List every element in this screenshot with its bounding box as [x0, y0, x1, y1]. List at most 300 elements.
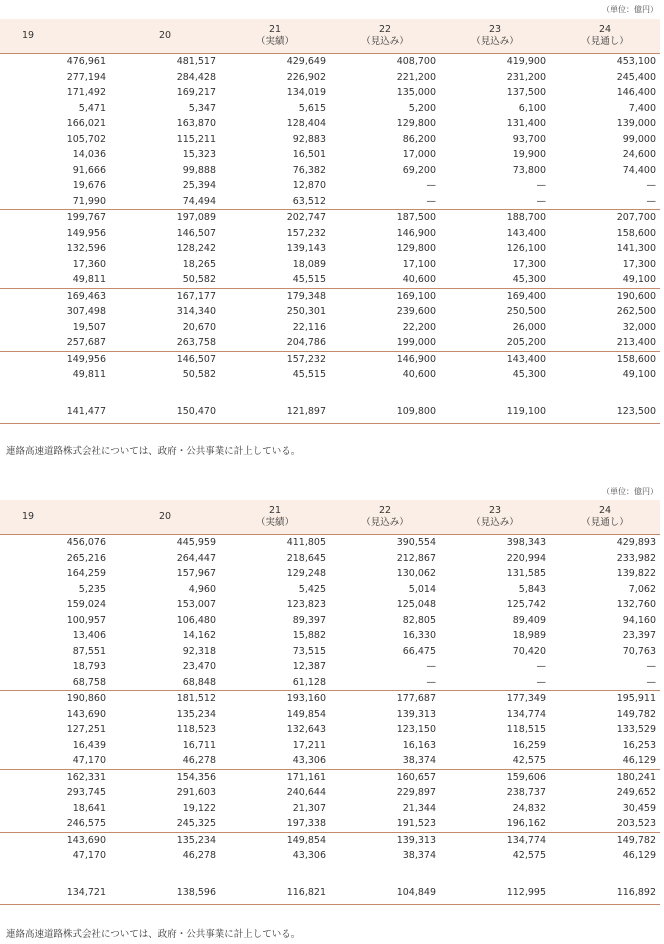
table-cell: 17,211 [292, 739, 326, 751]
table-cell: 18,641 [72, 802, 106, 814]
table-cell: 66,475 [402, 645, 436, 657]
table-row [0, 132, 660, 148]
table-cell: 160,657 [330, 769, 440, 785]
table-cell: — [426, 661, 436, 672]
table-cell: 149,854 [220, 832, 330, 848]
table-cell: 158,600 [616, 227, 656, 239]
table-cell: 179,348 [220, 288, 330, 304]
table-cell: 134,721 [0, 882, 110, 905]
table-cell: 167,177 [110, 288, 220, 304]
table-cell: 40,600 [402, 369, 436, 380]
table-cell: 226,902 [286, 71, 326, 83]
table-cell: 5,615 [298, 102, 326, 114]
column-year: 22 [378, 505, 392, 516]
table-row [0, 163, 660, 179]
table-cell: 40,600 [402, 274, 436, 285]
table-cell: — [536, 180, 546, 191]
table-cell: 17,300 [622, 258, 656, 270]
table-cell: 42,575 [512, 755, 546, 766]
column-year: 21 [268, 24, 282, 35]
column-subtitle: （見込み） [471, 517, 519, 528]
table-row [0, 101, 660, 117]
table-cell: 203,523 [616, 818, 656, 829]
table-cell: 18,089 [292, 258, 326, 270]
table-cell: 277,194 [66, 71, 106, 83]
table-row [0, 832, 660, 848]
table-row [0, 597, 660, 613]
table-cell [550, 864, 660, 882]
table-cell: 262,500 [616, 306, 656, 317]
table-cell: 293,745 [66, 787, 106, 798]
footnote: 連絡高速道路株式会社については、政府・公共事業に計上している。 [6, 446, 301, 457]
table-cell: 112,995 [440, 882, 550, 905]
table-row [0, 628, 660, 644]
table-cell: — [426, 676, 436, 688]
table-cell: 231,200 [506, 71, 546, 83]
table-cell: 69,200 [402, 164, 436, 176]
table-cell [330, 864, 440, 882]
table-cell: 158,600 [550, 351, 660, 367]
table-cell: 169,463 [0, 288, 110, 304]
table-cell: 159,024 [66, 599, 106, 610]
table-cell: 139,000 [616, 118, 656, 129]
table-cell: 195,911 [550, 691, 660, 707]
table-cell: 76,382 [292, 164, 326, 176]
table-cell: 456,076 [66, 537, 106, 548]
table-cell: 180,241 [550, 769, 660, 785]
table-row [0, 320, 660, 336]
table-cell: 63,512 [292, 195, 326, 207]
table-cell: 213,400 [616, 337, 656, 348]
table-cell: 100,957 [66, 614, 106, 626]
table-cell: 157,967 [176, 568, 216, 579]
table-cell: 199,000 [396, 337, 436, 348]
table-cell: — [536, 661, 546, 672]
table-cell: 212,867 [396, 552, 436, 564]
table-cell: 12,387 [292, 661, 326, 672]
table-cell: 19,676 [72, 180, 106, 191]
table-cell: 141,300 [616, 243, 656, 254]
table-cell: 187,500 [330, 210, 440, 226]
table-cell: 197,089 [110, 210, 220, 226]
table-cell: 89,397 [292, 614, 326, 626]
table-row [0, 241, 660, 257]
table-cell: 191,523 [396, 818, 436, 829]
table-cell: 204,786 [286, 337, 326, 348]
column-subtitle: （実績） [255, 517, 294, 528]
table-cell: 68,758 [72, 676, 106, 688]
table-cell: 263,758 [176, 337, 216, 348]
table-cell: 50,582 [182, 369, 216, 380]
table-cell: 125,742 [506, 599, 546, 610]
table-cell: 218,645 [286, 552, 326, 564]
table-cell: 43,306 [292, 755, 326, 766]
table-cell: 135,234 [110, 832, 220, 848]
table-cell: 23,397 [622, 630, 656, 641]
table-cell: 47,170 [72, 850, 106, 861]
table-cell: 139,143 [286, 243, 326, 254]
table-cell: 25,394 [182, 180, 216, 191]
table-cell: 30,459 [622, 802, 656, 814]
table-cell: 125,048 [396, 599, 436, 610]
header-row [0, 500, 660, 535]
table-cell: 134,019 [286, 87, 326, 98]
table-cell: 20,670 [182, 321, 216, 333]
table-row [0, 85, 660, 101]
table-cell: 146,900 [330, 351, 440, 367]
table-cell: 93,700 [512, 133, 546, 145]
table-row [0, 257, 660, 273]
table-cell: 390,554 [396, 537, 436, 548]
table-cell: 13,406 [72, 630, 106, 641]
table-cell: 171,161 [220, 769, 330, 785]
table-row [0, 738, 660, 754]
table-cell: 6,100 [518, 102, 546, 114]
column-subtitle: （見込み） [361, 36, 409, 47]
table-row [0, 801, 660, 817]
table-row [0, 753, 660, 769]
table-row [0, 54, 660, 70]
table-cell: 14,162 [182, 630, 216, 641]
table-cell: 46,129 [622, 850, 656, 861]
table-cell: 7,062 [628, 583, 656, 595]
table-cell: 16,163 [402, 739, 436, 751]
table-cell: 128,404 [286, 118, 326, 129]
table-cell: 45,300 [512, 369, 546, 380]
table-cell: 229,897 [396, 787, 436, 798]
column-header [0, 19, 110, 54]
table-cell: 128,242 [176, 243, 216, 254]
column-header [330, 500, 440, 535]
table-cell: 157,232 [220, 351, 330, 367]
table-row [0, 70, 660, 86]
table-cell: 134,774 [440, 832, 550, 848]
table-cell: 5,347 [188, 102, 216, 114]
table-cell [110, 383, 220, 401]
total-row [0, 882, 660, 905]
table-row [0, 178, 660, 194]
table-cell: 164,259 [66, 568, 106, 579]
table-cell: 157,232 [286, 227, 326, 239]
column-header [550, 19, 660, 54]
table-cell: 131,400 [506, 118, 546, 129]
table-cell: 5,471 [78, 102, 106, 114]
table-cell: 17,360 [72, 258, 106, 270]
table-cell: 429,893 [616, 537, 656, 548]
table-cell: 49,811 [72, 369, 106, 380]
table-row [0, 707, 660, 723]
table-cell: 115,211 [176, 133, 216, 145]
column-subtitle: （見込み） [471, 36, 519, 47]
table-cell: 141,477 [0, 401, 110, 424]
table-cell: 134,774 [506, 708, 546, 720]
table-cell: 23,470 [182, 661, 216, 672]
data-table-2 [0, 500, 660, 905]
table-cell: 18,793 [72, 661, 106, 672]
table-cell: 453,100 [616, 56, 656, 67]
table-cell: 220,994 [506, 552, 546, 564]
table-cell: 19,122 [182, 802, 216, 814]
table-cell: 49,100 [622, 274, 656, 285]
table-cell: 47,170 [72, 755, 106, 766]
table-cell: 150,470 [110, 401, 220, 424]
table-cell: 149,782 [550, 832, 660, 848]
table-cell: 42,575 [512, 850, 546, 861]
table-cell: 74,400 [622, 164, 656, 176]
table-cell: 89,409 [512, 614, 546, 626]
table-cell: 171,492 [66, 87, 106, 98]
table-row [0, 304, 660, 320]
table-cell: 169,100 [330, 288, 440, 304]
table-cell: 264,447 [176, 552, 216, 564]
table-cell: 143,400 [440, 351, 550, 367]
table-cell [220, 864, 330, 882]
column-year: 19 [22, 30, 35, 41]
table-cell: 21,307 [292, 802, 326, 814]
table-cell: 49,100 [622, 369, 656, 380]
table-cell: 119,100 [440, 401, 550, 424]
table-cell: 149,956 [0, 351, 110, 367]
table-cell: — [646, 180, 656, 191]
table-cell: 22,200 [402, 321, 436, 333]
column-year: 21 [268, 505, 282, 516]
table-cell: 16,253 [622, 739, 656, 751]
table-cell: 74,494 [182, 195, 216, 207]
table-cell: 106,480 [176, 614, 216, 626]
column-header [220, 500, 330, 535]
table-cell: 143,400 [506, 227, 546, 239]
table-cell: 16,259 [512, 739, 546, 751]
table-row [0, 335, 660, 351]
table-cell: 138,596 [110, 882, 220, 905]
table-cell: 126,100 [506, 243, 546, 254]
table-cell: 131,585 [506, 568, 546, 579]
table-cell: 411,805 [286, 537, 326, 548]
table-row [0, 226, 660, 242]
table-cell: 45,515 [292, 369, 326, 380]
table-cell: 92,883 [292, 133, 326, 145]
table-row [0, 816, 660, 832]
table-cell: 16,439 [72, 739, 106, 751]
table-row [0, 551, 660, 567]
table-cell: 21,344 [402, 802, 436, 814]
table-cell: 45,515 [292, 274, 326, 285]
table-cell: 17,000 [402, 149, 436, 160]
table-cell: 221,200 [396, 71, 436, 83]
table-cell [110, 864, 220, 882]
table-cell: 19,900 [512, 149, 546, 160]
column-header [440, 500, 550, 535]
table-cell: 137,500 [506, 87, 546, 98]
table-cell: 5,843 [518, 583, 546, 595]
table-cell: 154,356 [110, 769, 220, 785]
table-cell: — [426, 180, 436, 191]
table-cell: 14,036 [72, 149, 106, 160]
table-cell: — [536, 676, 546, 688]
table-cell: 50,582 [182, 274, 216, 285]
table-cell: 87,551 [72, 645, 106, 657]
table-cell: 265,216 [66, 552, 106, 564]
table-cell: 123,823 [286, 599, 326, 610]
table-row [0, 613, 660, 629]
table-cell: 24,832 [512, 802, 546, 814]
table-cell: 162,331 [0, 769, 110, 785]
table-row [0, 194, 660, 210]
column-subtitle: （見込み） [361, 517, 409, 528]
table-row [0, 769, 660, 785]
table-cell: 250,301 [286, 306, 326, 317]
table-cell: 16,330 [402, 630, 436, 641]
table-cell: 46,129 [622, 755, 656, 766]
table-cell: 99,888 [182, 164, 216, 176]
table-cell: 38,374 [402, 755, 436, 766]
table-cell: 118,523 [176, 724, 216, 735]
column-year: 19 [22, 511, 35, 522]
table-cell: 92,318 [182, 645, 216, 657]
table-cell: — [426, 195, 436, 207]
table-cell: — [646, 676, 656, 688]
table-row [0, 644, 660, 660]
table-cell: 17,300 [512, 258, 546, 270]
table-cell: 149,782 [616, 708, 656, 720]
table-cell: 94,160 [622, 614, 656, 626]
table-cell: 15,323 [182, 149, 216, 160]
table-cell: 239,600 [396, 306, 436, 317]
table-row [0, 351, 660, 367]
table-row [0, 722, 660, 738]
table-cell: 143,690 [66, 708, 106, 720]
footnote: 連絡高速道路株式会社については、政府・公共事業に計上している。 [6, 929, 301, 940]
column-subtitle: （見通し） [581, 36, 629, 47]
table-cell: 5,200 [408, 102, 436, 114]
table-cell: 135,000 [396, 87, 436, 98]
table-cell: 146,900 [396, 227, 436, 239]
table-cell: 5,235 [78, 583, 106, 595]
table-cell: 86,200 [402, 133, 436, 145]
table-cell: — [646, 661, 656, 672]
table-row [0, 383, 660, 401]
table-cell: 190,860 [0, 691, 110, 707]
column-year: 20 [158, 511, 172, 522]
table-row [0, 785, 660, 801]
table-cell: 105,702 [66, 133, 106, 145]
table-row [0, 864, 660, 882]
table-cell: 196,162 [506, 818, 546, 829]
table-cell: 46,278 [182, 850, 216, 861]
table-cell: 116,821 [220, 882, 330, 905]
table-cell: 129,800 [396, 243, 436, 254]
table-cell: 314,340 [176, 306, 216, 317]
table-cell: 22,116 [292, 321, 326, 333]
table-row [0, 848, 660, 864]
table-row [0, 566, 660, 582]
table-cell: 18,989 [512, 630, 546, 641]
column-subtitle: （見通し） [581, 517, 629, 528]
table-cell: 129,248 [286, 568, 326, 579]
table-cell: 5,014 [408, 583, 436, 595]
column-year: 24 [598, 24, 612, 35]
table-row [0, 675, 660, 691]
table-cell: 99,000 [622, 133, 656, 145]
table-cell [0, 383, 110, 401]
table-cell: 190,600 [550, 288, 660, 304]
table-cell: 71,990 [72, 195, 106, 207]
column-header [110, 19, 220, 54]
table-cell [440, 864, 550, 882]
table-cell: 307,498 [66, 306, 106, 317]
table-cell [550, 383, 660, 401]
table-row [0, 210, 660, 226]
table-cell: 249,652 [616, 787, 656, 798]
column-header [440, 19, 550, 54]
table-row [0, 659, 660, 675]
table-cell: 291,603 [176, 787, 216, 798]
table-cell: 26,000 [512, 321, 546, 333]
table-cell: 199,767 [0, 210, 110, 226]
table-cell: 143,690 [0, 832, 110, 848]
table-cell: 159,606 [440, 769, 550, 785]
table-cell: 16,711 [182, 739, 216, 751]
table-cell: 205,200 [506, 337, 546, 348]
table-cell [330, 383, 440, 401]
table-cell: 146,400 [616, 87, 656, 98]
table-cell: 24,600 [622, 149, 656, 160]
table-cell: 445,959 [176, 537, 216, 548]
column-year: 23 [488, 505, 502, 516]
unit-label: （単位：億円） [602, 487, 658, 496]
data-table-1 [0, 19, 660, 424]
table-cell: 118,515 [506, 724, 546, 735]
table-row [0, 535, 660, 551]
table-cell: 91,666 [72, 164, 106, 176]
table-cell: 240,644 [286, 787, 326, 798]
table-cell: 104,849 [330, 882, 440, 905]
table-cell: 73,800 [512, 164, 546, 176]
column-subtitle: （実績） [255, 36, 294, 47]
table-cell: 177,687 [330, 691, 440, 707]
table-cell: 46,278 [182, 755, 216, 766]
table-cell: 49,811 [72, 274, 106, 285]
table-cell: 149,854 [286, 708, 326, 720]
table-cell: 133,529 [616, 724, 656, 735]
column-header [110, 500, 220, 535]
table-cell: 116,892 [550, 882, 660, 905]
table-cell: 149,956 [66, 227, 106, 239]
table-cell: 233,982 [616, 552, 656, 564]
table-cell: 121,897 [220, 401, 330, 424]
table-cell [440, 383, 550, 401]
table-cell: 32,000 [622, 321, 656, 333]
table-cell: 19,507 [72, 321, 106, 333]
table-cell: 181,512 [110, 691, 220, 707]
table-cell: 476,961 [66, 56, 106, 67]
table-cell: 139,313 [330, 832, 440, 848]
table-cell: 193,160 [220, 691, 330, 707]
table-cell: 43,306 [292, 850, 326, 861]
column-year: 23 [488, 24, 502, 35]
table-cell: 132,596 [66, 243, 106, 254]
column-header [550, 500, 660, 535]
table-row [0, 272, 660, 288]
table-cell: 17,100 [402, 258, 436, 270]
table-cell: 73,515 [292, 645, 326, 657]
table-cell: 70,763 [622, 645, 656, 657]
table-cell: 245,400 [616, 71, 656, 83]
table-cell: 207,700 [550, 210, 660, 226]
table-cell: 408,700 [396, 56, 436, 67]
table-cell: 38,374 [402, 850, 436, 861]
table-cell: 146,507 [110, 351, 220, 367]
